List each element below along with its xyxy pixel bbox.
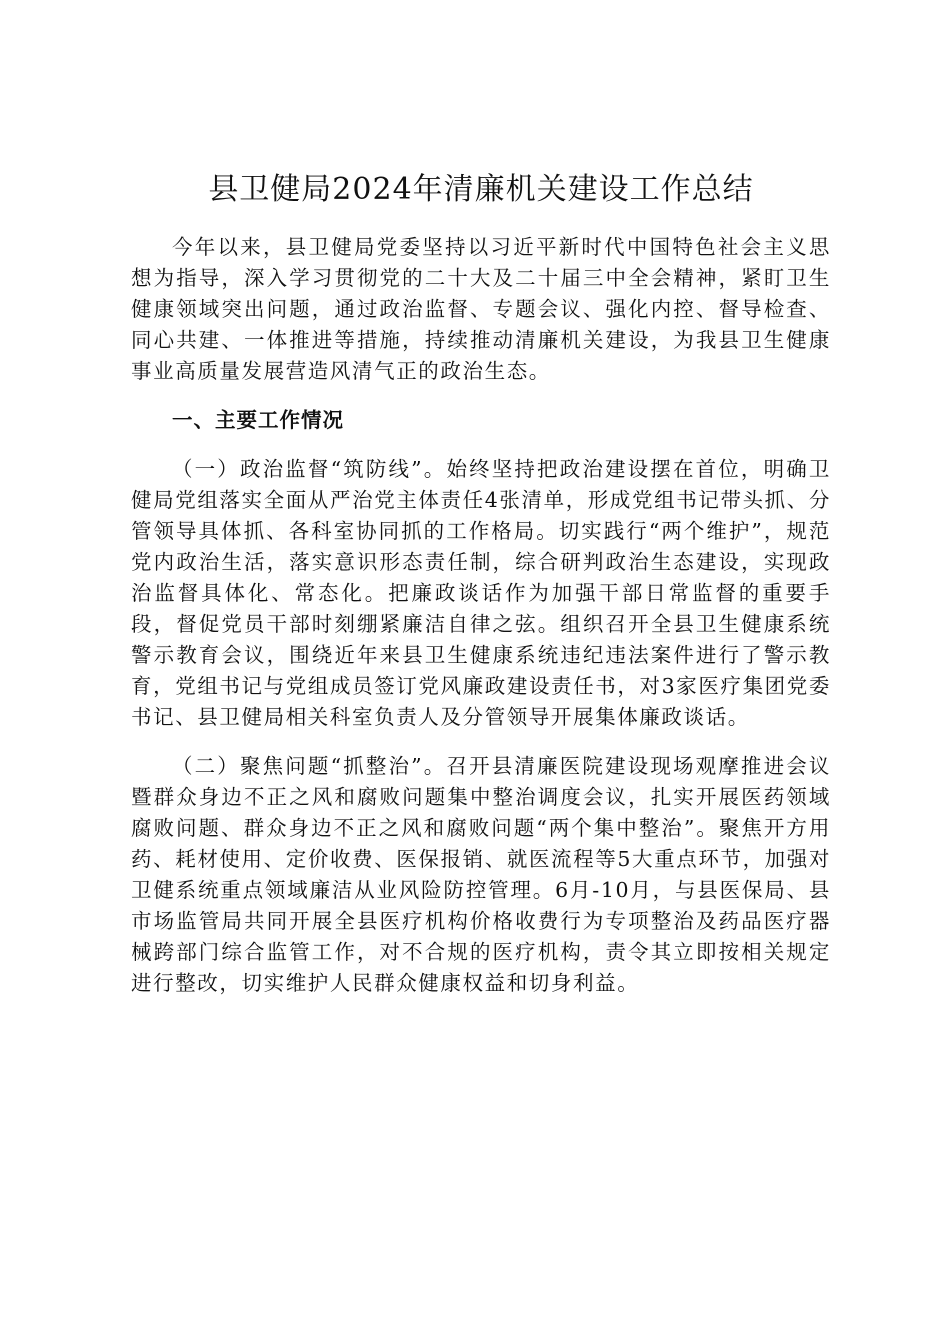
paragraph-spacer bbox=[131, 733, 831, 751]
paragraph-problem-rectification: （二）聚焦问题“抓整治”。召开县清廉医院建设现场观摩推进会议暨群众身边不正之风和腐败问题集中整治调度会议，扎实开展医药领域腐败问题、群众身边不正之风和腐败问题“两个集中整治”。聚焦开方用药、耗材使用、定价收费、医保报销、就医流程等5大重点环节，加强对卫健系统重点领域廉洁从业风险防控管理。6月-10月，与县医保局、县市场监管局共同开展全县医疗机构价格收费行为专项整治及药品医疗器械跨部门综合监管工作，对不合规的医疗机构，责令其立即按相关规定进行整改，切实维护人民群众健康权益和切身利益。 bbox=[131, 754, 831, 995]
document-title: 县卫健局2024年清廉机关建设工作总结 bbox=[208, 172, 754, 207]
document-page bbox=[131, 168, 831, 999]
paragraph-political-supervision: （一）政治监督“筑防线”。始终坚持把政治建设摆在首位，明确卫健局党组落实全面从严治党主体责任4张清单，形成党组书记带头抓、分管领导具体抓、各科室协同抓的工作格局。切实践行“两个维护”，规范党内政治生活，落实意识形态责任制，综合研判政治生态建设，实现政治监督具体化、常态化。把廉政谈话作为加强干部日常监督的重要手段，督促党员干部时刻绷紧廉洁自律之弦。组织召开全县卫生健康系统警示教育会议，围绕近年来县卫生健康系统违纪违法案件进行了警示教育，党组书记与党组成员签订党风廉政建设责任书，对3家医疗集团党委书记、县卫健局相关科室负责人及分管领导开展集体廉政谈话。 bbox=[131, 457, 831, 729]
intro-paragraph: 今年以来，县卫健局党委坚持以习近平新时代中国特色社会主义思想为指导，深入学习贯彻党的二十大及二十届三中全会精神，紧盯卫生健康领域突出问题，通过政治监督、专题会议、强化内控、督导检查、同心共建、一体推进等措施，持续推动清廉机关建设，为我县卫生健康事业高质量发展营造风清气正的政治生态。 bbox=[131, 235, 831, 383]
section-heading-1: 一、主要工作情况 bbox=[172, 408, 344, 432]
